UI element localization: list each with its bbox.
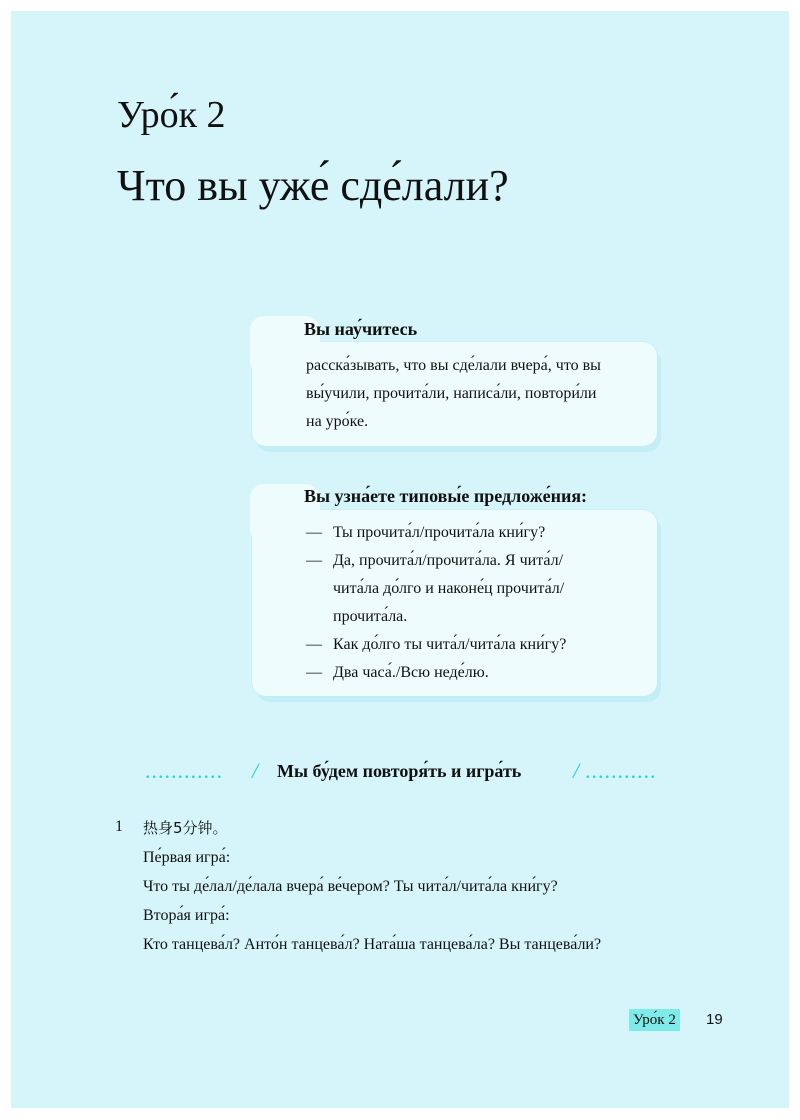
learn-box-text bbox=[306, 352, 646, 436]
section-title: Мы бу́дем повторя́ть и игра́ть bbox=[277, 761, 522, 781]
dialogue-line: — Да, прочита́л/прочита́ла. Я чита́л/ bbox=[306, 547, 566, 575]
dash: — bbox=[306, 552, 322, 569]
dialogue-list bbox=[306, 519, 566, 687]
page-number: 19 bbox=[706, 1011, 723, 1028]
dash: — bbox=[306, 524, 322, 541]
dialogue-line: — Два часа́./Всю неде́лю. bbox=[306, 659, 566, 687]
exercise bbox=[143, 814, 601, 959]
sentences-box-title: Вы узна́ете типовы́е предложе́ния: bbox=[304, 486, 588, 506]
dialogue-line: — Ты прочита́л/прочита́ла кни́гу? bbox=[306, 519, 566, 547]
slash-right: / bbox=[573, 758, 580, 783]
section-heading bbox=[145, 756, 705, 786]
dialogue-line: прочита́ла. bbox=[333, 608, 408, 625]
dots-left: ............ bbox=[145, 758, 223, 783]
learn-line: вы́учили, прочита́ли, написа́ли, повтори́ли bbox=[306, 385, 597, 402]
footer-lesson-label: Уро́к 2 bbox=[629, 1009, 680, 1031]
exercise-instruction: 热身5分钟。 bbox=[143, 819, 228, 837]
lesson-number: Уро́к 2 bbox=[117, 94, 226, 136]
dash: — bbox=[306, 636, 322, 653]
dash: — bbox=[306, 664, 322, 681]
lesson-title: Что вы уже́ сде́лали? bbox=[117, 161, 509, 210]
exercise-line: Что ты де́лал/де́лала вчера́ ве́чером? Ты чита́л/чита́ла кни́гу? bbox=[143, 878, 558, 895]
learn-line: на уро́ке. bbox=[306, 413, 369, 430]
learn-line: расска́зывать, что вы сде́лали вчера́, что вы bbox=[306, 357, 601, 374]
exercise-line: Втора́я игра́: bbox=[143, 907, 230, 924]
dots-right: ........... bbox=[585, 758, 657, 783]
slash-left: / bbox=[252, 758, 259, 783]
exercise-number: 1 bbox=[115, 818, 123, 835]
learn-box-title: Вы нау́читесь bbox=[304, 319, 418, 339]
dialogue-line: — Как до́лго ты чита́л/чита́ла кни́гу? bbox=[306, 631, 566, 659]
exercise-line: Кто танцева́л? Анто́н танцева́л? Ната́ша танцева́ла? Вы танцева́ли? bbox=[143, 936, 602, 953]
exercise-line: Пе́рвая игра́: bbox=[143, 849, 231, 866]
dialogue-line: чита́ла до́лго и наконе́ц прочита́л/ bbox=[333, 580, 565, 597]
